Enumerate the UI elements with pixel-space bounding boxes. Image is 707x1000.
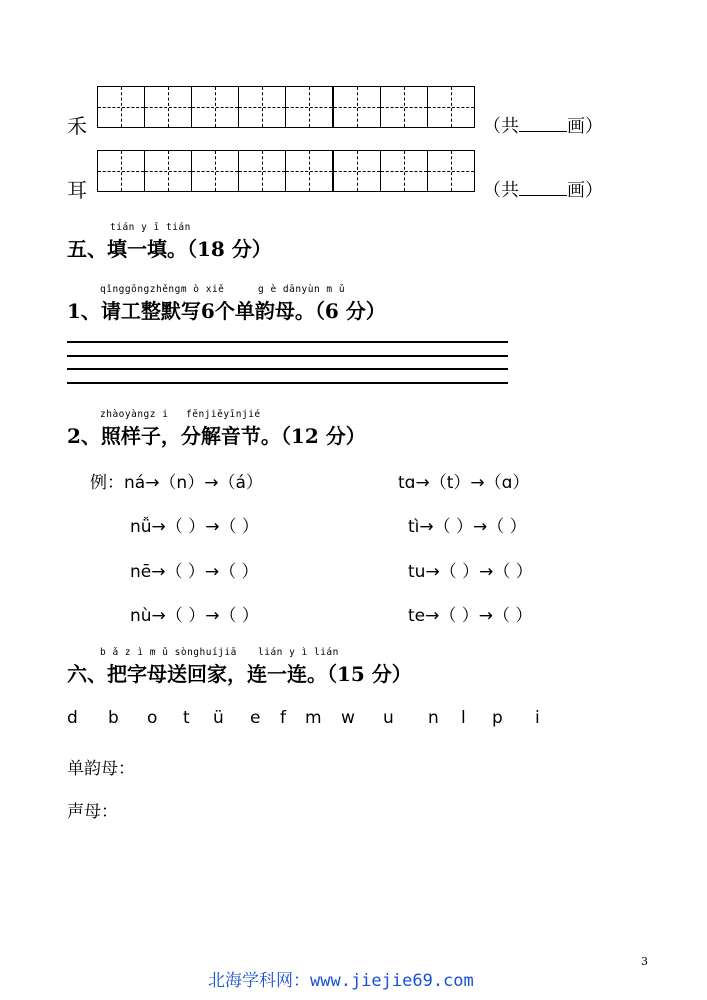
letter[interactable]: u	[383, 708, 394, 728]
footer	[208, 966, 474, 991]
writing-line-1[interactable]	[67, 341, 508, 343]
stroke-count-2: （共 画）	[483, 180, 603, 201]
q2-pinyin-a: zhàoyàngz i	[100, 409, 169, 420]
letter[interactable]: b	[108, 708, 119, 728]
q2-title: 2、照样子，分解音节。（12 分）	[67, 424, 366, 448]
letter[interactable]: m	[305, 708, 322, 728]
section6-pinyin-a: b ǎ z ì m ǔ sònghuíjiā	[100, 647, 237, 658]
section6-pinyin-b: lián y ì lián	[258, 647, 339, 658]
stroke-grid-2	[97, 150, 475, 192]
letter-list	[67, 708, 555, 728]
vowels-label: 单韵母：	[67, 759, 135, 779]
stroke-grid-1	[97, 86, 475, 128]
section5-title: 五、填一填。（18 分）	[67, 237, 272, 261]
letter[interactable]: f	[280, 708, 286, 728]
letter[interactable]: t	[183, 708, 190, 728]
section5-pinyin: tián y ī tián	[110, 222, 191, 233]
page-number: 3	[641, 955, 648, 968]
stroke-count-blank[interactable]	[519, 117, 567, 132]
letter[interactable]: o	[147, 708, 158, 728]
letter[interactable]: e	[250, 708, 261, 728]
letter[interactable]: n	[428, 708, 439, 728]
exercise-item[interactable]: tu→（ ）→（ ）	[408, 562, 533, 582]
footer-url[interactable]: www.jiejie69.com	[310, 971, 474, 991]
example-left: 例：ná→（n）→（á）	[90, 473, 263, 493]
letter[interactable]: i	[535, 708, 540, 728]
q1-pinyin-a: qǐnggōngzhěngm ò xiě	[100, 284, 225, 295]
exercise-item[interactable]: nù→（ ）→（ ）	[130, 606, 259, 626]
exercise-item[interactable]: tì→（ ）→（ ）	[408, 517, 527, 537]
stroke-row-char-2: 耳	[67, 178, 87, 202]
footer-site-name: 北海学科网：	[208, 971, 310, 991]
letter[interactable]: ü	[213, 708, 224, 728]
q1-title: 1、请工整默写6个单韵母。（6 分）	[67, 299, 386, 323]
letter[interactable]: d	[67, 708, 78, 728]
writing-line-3[interactable]	[67, 368, 508, 370]
writing-line-4[interactable]	[67, 382, 508, 384]
exercise-item[interactable]: te→（ ）→（ ）	[408, 606, 533, 626]
letter[interactable]: l	[461, 708, 466, 728]
letter[interactable]: p	[492, 708, 503, 728]
letter[interactable]: w	[341, 708, 355, 728]
exercise-item[interactable]: nē→（ ）→（ ）	[130, 562, 259, 582]
initials-label: 声母：	[67, 802, 118, 822]
example-right: tɑ→（t）→（ɑ）	[398, 473, 530, 493]
q1-pinyin-b: g è dānyùn m ǔ	[258, 284, 346, 295]
stroke-row-char-1: 禾	[67, 114, 87, 138]
section6-title: 六、把字母送回家，连一连。（15 分）	[67, 662, 412, 686]
stroke-count-blank[interactable]	[519, 181, 567, 196]
writing-line-2[interactable]	[67, 355, 508, 357]
stroke-count-1: （共 画）	[483, 116, 603, 137]
q2-pinyin-b: fēnjiěyīnjié	[186, 409, 261, 420]
exercise-item[interactable]: nǚ→（ ）→（ ）	[130, 517, 259, 537]
